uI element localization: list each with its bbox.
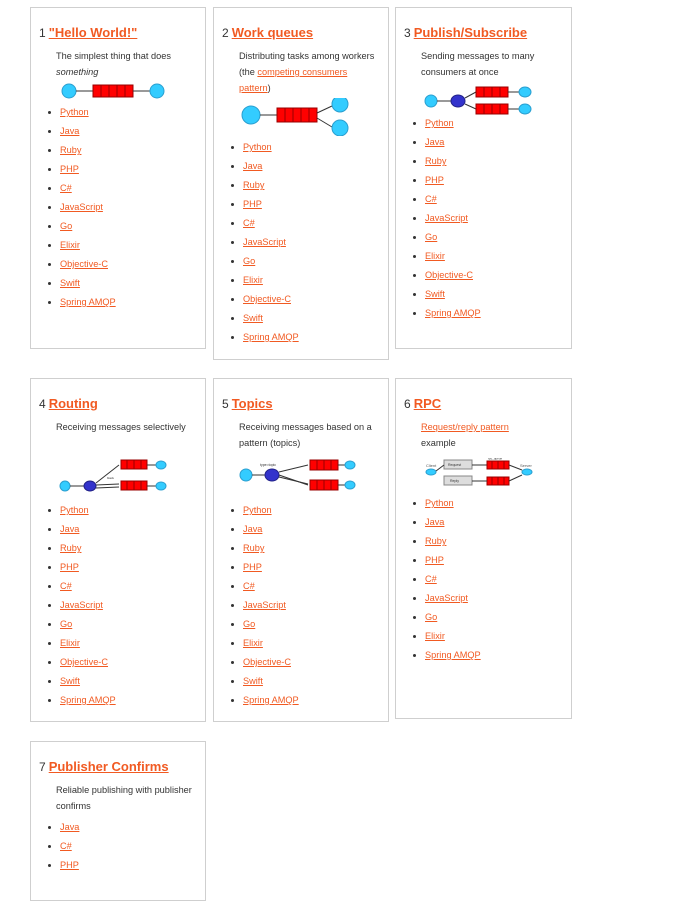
tutorial-card-3 — [395, 7, 572, 349]
rpc-server-label: Server — [520, 463, 532, 468]
list-item: • Java — [60, 122, 116, 141]
tutorial-heading-5 — [222, 396, 273, 411]
list-item: • Spring AMQP — [243, 691, 299, 710]
list-item: • Ruby — [425, 152, 481, 171]
list-item: • JavaScript — [60, 198, 116, 217]
tutorial-number: 5 — [222, 397, 229, 411]
list-item: • PHP — [60, 558, 116, 577]
list-item: • Swift — [243, 672, 299, 691]
list-item: • Spring AMQP — [243, 328, 299, 347]
list-item: • C# — [243, 214, 299, 233]
tutorial-card-5 — [213, 378, 389, 722]
request-reply-link[interactable]: Request/reply pattern — [421, 422, 509, 432]
list-item: • C# — [60, 837, 79, 856]
language-list — [43, 501, 116, 710]
list-item: • Elixir — [60, 236, 116, 255]
list-item: • Swift — [425, 285, 481, 304]
list-item: • Java — [425, 133, 481, 152]
list-item: • PHP — [243, 558, 299, 577]
list-item: • JavaScript — [425, 209, 481, 228]
list-item: • Ruby — [60, 141, 116, 160]
tutorial-title-link[interactable]: Routing — [48, 396, 98, 411]
list-item: • Elixir — [425, 247, 481, 266]
tutorial-card-1 — [30, 7, 206, 349]
list-item: • PHP — [243, 195, 299, 214]
language-list — [226, 501, 299, 710]
rpc-diagram — [422, 457, 537, 489]
topic-exchange-label: type=topic — [260, 463, 277, 467]
list-item: • Ruby — [425, 532, 481, 551]
list-item: • Swift — [243, 309, 299, 328]
list-item: • PHP — [60, 160, 116, 179]
list-item: • PHP — [425, 551, 481, 570]
list-item: • Spring AMQP — [425, 304, 481, 323]
list-item: • Objective-C — [60, 255, 116, 274]
list-item: • Ruby — [243, 176, 299, 195]
list-item: • Java — [60, 818, 79, 837]
list-item: • Objective-C — [243, 653, 299, 672]
tutorial-description: Receiving messages based on a pattern (topics) — [239, 422, 372, 448]
list-item: • Elixir — [60, 634, 116, 653]
language-list — [43, 103, 116, 312]
list-item: • Python — [243, 138, 299, 157]
tutorial-title-link[interactable]: RPC — [413, 396, 442, 411]
tutorial-number: 6 — [404, 397, 411, 411]
tutorial-heading-7 — [39, 759, 169, 774]
tutorial-card-6 — [395, 378, 572, 719]
list-item: • C# — [243, 577, 299, 596]
list-item: • Go — [425, 608, 481, 627]
tutorial-description: The simplest thing that does something — [56, 51, 171, 77]
list-item: • C# — [425, 570, 481, 589]
publish-subscribe-diagram — [422, 86, 537, 116]
work-queues-diagram — [239, 98, 369, 136]
list-item: • Python — [425, 114, 481, 133]
list-item: • Java — [60, 520, 116, 539]
list-item: • Spring AMQP — [425, 646, 481, 665]
tutorial-title-link[interactable]: Work queues — [231, 25, 314, 40]
tutorial-heading-3 — [404, 25, 527, 40]
routing-label: black — [107, 476, 115, 480]
list-item: • Python — [60, 103, 116, 122]
language-list — [408, 494, 481, 665]
list-item: • Java — [243, 520, 299, 539]
list-item: • Go — [60, 217, 116, 236]
list-item: • Swift — [60, 274, 116, 293]
tutorial-title-link[interactable]: Publish/Subscribe — [413, 25, 528, 40]
list-item: • Swift — [60, 672, 116, 691]
rpc-request-label: Request — [448, 463, 462, 467]
list-item: • Spring AMQP — [60, 691, 116, 710]
list-item: • PHP — [60, 856, 79, 875]
tutorial-heading-4 — [39, 396, 98, 411]
tutorial-description: Sending messages to many consumers at once — [421, 51, 535, 77]
list-item: • Go — [60, 615, 116, 634]
tutorial-card-2 — [213, 7, 389, 360]
list-item: • Python — [425, 494, 481, 513]
list-item: • C# — [60, 179, 116, 198]
list-item: • Python — [243, 501, 299, 520]
tutorial-number: 2 — [222, 26, 229, 40]
language-list — [226, 138, 299, 347]
list-item: • Python — [60, 501, 116, 520]
list-item: • Elixir — [243, 271, 299, 290]
tutorial-heading-1 — [39, 25, 137, 40]
rpc-client-label: Client — [426, 463, 437, 468]
tutorial-title-link[interactable]: Publisher Confirms — [48, 759, 169, 774]
list-item: • Objective-C — [425, 266, 481, 285]
list-item: • Java — [425, 513, 481, 532]
list-item: • Elixir — [243, 634, 299, 653]
list-item: • Objective-C — [243, 290, 299, 309]
tutorial-number: 1 — [39, 26, 46, 40]
list-item: • JavaScript — [243, 596, 299, 615]
list-item: • Elixir — [425, 627, 481, 646]
language-list — [408, 114, 481, 323]
rpc-queue-label: rpc_queue — [488, 457, 503, 461]
tutorial-card-4 — [30, 378, 206, 722]
tutorial-number: 7 — [39, 760, 46, 774]
tutorial-heading-6 — [404, 396, 441, 411]
tutorial-title-link[interactable]: "Hello World!" — [48, 25, 138, 40]
list-item: • Ruby — [243, 539, 299, 558]
list-item: • JavaScript — [243, 233, 299, 252]
rpc-reply-label: Reply — [450, 479, 459, 483]
tutorial-number: 4 — [39, 397, 46, 411]
list-item: • Objective-C — [60, 653, 116, 672]
list-item: • JavaScript — [425, 589, 481, 608]
tutorial-description: Receiving messages selectively — [56, 422, 186, 432]
tutorial-description: Distributing tasks among workers (the competing consumers pattern) — [239, 51, 375, 93]
competing-consumers-link[interactable]: competing consumers pattern — [239, 67, 348, 93]
list-item: • C# — [425, 190, 481, 209]
language-list — [43, 818, 79, 875]
hello-world-diagram — [58, 82, 198, 100]
list-item: • Java — [243, 157, 299, 176]
routing-diagram — [57, 455, 172, 495]
topics-diagram — [238, 457, 358, 493]
list-item: • Go — [243, 252, 299, 271]
list-item: • C# — [60, 577, 116, 596]
tutorial-description: Reliable publishing with publisher confirms — [56, 785, 192, 811]
list-item: • Go — [243, 615, 299, 634]
tutorial-description: Request/reply pattern example — [421, 422, 509, 448]
list-item: • PHP — [425, 171, 481, 190]
tutorial-card-7 — [30, 741, 206, 901]
tutorial-heading-2 — [222, 25, 313, 40]
list-item: • Ruby — [60, 539, 116, 558]
tutorial-number: 3 — [404, 26, 411, 40]
list-item: • Spring AMQP — [60, 293, 116, 312]
list-item: • JavaScript — [60, 596, 116, 615]
list-item: • Go — [425, 228, 481, 247]
tutorial-title-link[interactable]: Topics — [231, 396, 273, 411]
